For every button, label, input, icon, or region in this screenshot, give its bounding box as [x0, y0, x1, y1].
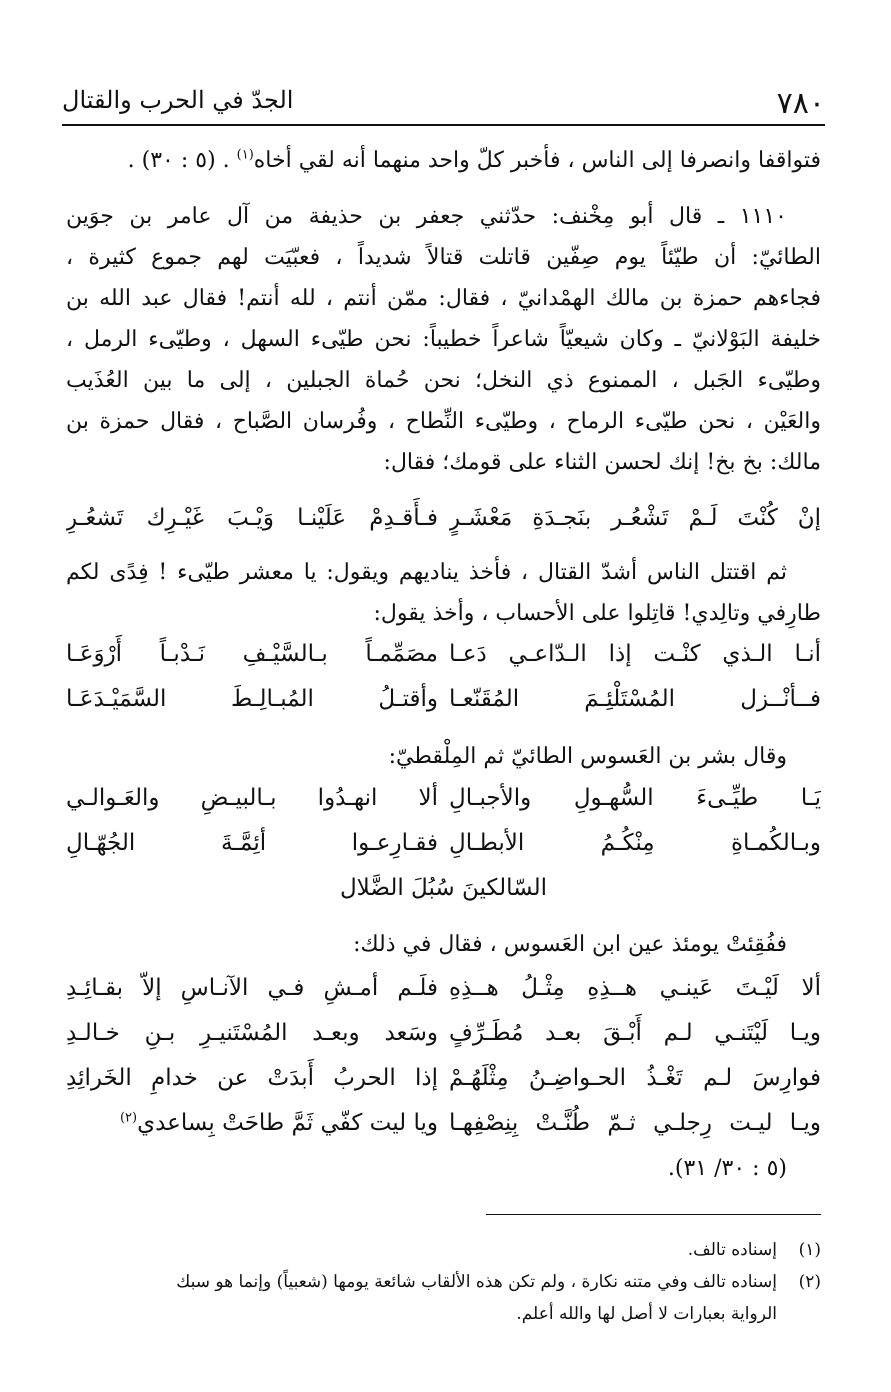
opening-line: [66, 140, 821, 181]
footnotes: [62, 1234, 821, 1330]
page-header: [62, 80, 825, 120]
verse-first-hemistich: إنْ كُنْتَ لَـمْ تَشْعُـر بنَجـدَةِ مَعْشَـرٍ: [449, 505, 821, 531]
verse-4: [66, 966, 821, 1146]
footnote-2-continued: الرواية بعبارات لا أصل لها والله أعلم.: [516, 1304, 777, 1324]
footnote-1: [62, 1234, 821, 1266]
footnote-number: (١): [798, 1240, 821, 1260]
verse-3: [66, 776, 821, 911]
verse-first-hemistich: وبـالكُمـاةِ مِنْكُـمُ الأبطـالِ: [449, 830, 821, 856]
verse-second-hemistich: فقـارِعـوا أئِمَّـةَ الجُهّـالِ: [66, 830, 438, 856]
narrative-line: وطيّىء الجَبل ، الممنوع ذي النخل؛ نحن حُماة الجبلين ، إلى ما بين العُذَيب: [66, 368, 821, 393]
footnote-text: إسناده تالف.: [687, 1240, 777, 1260]
verse-2: [66, 632, 821, 722]
verse-first-hemistich: فــأنْــزل المُسْتَلْئِـمَ المُقَنّعـا: [449, 686, 821, 712]
verse-second-hemistich: مصَمِّمـاً بـالسَّيْـفِ نَـدْبـاً أَرْوَعَـا: [66, 641, 438, 667]
verse-line: [66, 1011, 821, 1056]
narrative-line: خليفة البَوْلانيّ ـ وكان شيعيّاً شاعراً خطيباً: نحن طيّىء السهل ، وطيّىء الرمل ،: [66, 327, 821, 352]
verse-first-hemistich: ويـا لَيْتَنـي لـم أَبْـقَ بعـد مُطَـرِّفٍ: [449, 1020, 821, 1046]
footnote-ref-1[interactable]: (١): [236, 147, 254, 163]
footnote-2: [62, 1266, 821, 1298]
closing-citation-block: [66, 1148, 821, 1189]
closing-citation: (٥ : ٣٠/ ٣١).: [667, 1156, 787, 1181]
verse-line: [66, 966, 821, 1011]
opening-paragraph: [66, 140, 821, 181]
narrative-line: فجاءهم حمزة بن مالك الهمْدانيّ ، فقال: ممّن أنتم ، لله أنتم! فقال عبد الله بن: [66, 286, 821, 311]
verse-first-hemistich: يَـا طيِّـىءَ السُّهـولِ والأجبـالِ: [449, 785, 821, 811]
verse-tail: السّالكينَ سُبُلَ الضَّلال: [339, 875, 548, 901]
narrative-line: ١١١٠ ـ قال أبو مِخْنف: حدّثني جعفر بن حذيفة من آل عامر بن جوَين: [66, 204, 787, 229]
verse-line: [66, 677, 821, 722]
header-rule: [62, 124, 825, 126]
intro-line: ففُقِئتْ يومئذ عين ابن العَسوس ، فقال في ذلك:: [353, 932, 787, 957]
verse-line: [66, 632, 821, 677]
footnote-rule: [486, 1214, 821, 1215]
intro-line: وقال بشر بن العَسوس الطائيّ ثم المِلْقطيّ:: [388, 744, 787, 769]
verse-4-intro: [66, 924, 821, 965]
narrative-line: مالك: بخ بخ! إنك لحسن الثناء على قومك؛ فقال:: [383, 450, 821, 475]
narrative-line: والعَيْن ، نحن طيّىء الرماح ، وطيّىء النِّطاح ، وفُرسان الصَّباح ، فقال حمزة بن: [66, 409, 821, 434]
footnote-text: إسناده تالف وفي متنه نكارة ، ولم تكن هذه الألقاب شائعة يومها (شعبياً) وإنما هو سبك: [176, 1272, 777, 1292]
opening-text: فتواقفا وانصرفا إلى الناس ، فأخبر كلّ واحد منهما أنه لقي أخاه: [253, 148, 821, 173]
narrative-1110: [66, 196, 821, 483]
verse-second-hemistich: فلَـم أمـشِ فـي الآنـاسِ إلاّ بقـائِـدِ: [66, 975, 438, 1001]
verse-second-hemistich: فـأَقـدِمْ عَلَيْنـا وَيْـبَ غَيْـرِك تَشعُـرِ: [66, 505, 438, 531]
verse-second-hemistich: [66, 1101, 438, 1146]
verse-3-intro: [66, 736, 821, 777]
page-number: ٧٨٠: [776, 86, 825, 121]
verse-second-hemistich: ألا انهـدُوا بـالبيـضِ والعَـوالـي: [66, 785, 438, 811]
verse-first-hemistich: ألا لَيْـتَ عَينـي هــذِهِ مِثْـلُ هــذِهِ: [449, 975, 821, 1001]
verse-second-hemistich: وسَعد وبعـد المُسْتَنيـرِ بـنِ خـالـدِ: [66, 1020, 438, 1046]
battle-line: ثم اقتتل الناس أشدّ القتال ، فأخذ يناديهم ويقول: يا معشر طيّىء ! فِدًى لكم: [66, 560, 787, 585]
verse-line: [66, 821, 821, 866]
footnote-number: (٢): [798, 1272, 821, 1292]
opening-citation: . (٥ : ٣٠) .: [127, 148, 230, 173]
verse-line: [66, 1056, 821, 1101]
verse-first-hemistich: أنـا الـذي كنْـت إذا الـدّاعـي دَعـا: [449, 641, 821, 667]
verse-line: [66, 776, 821, 821]
verse-second-text: ويا ليت كفّي ثَمَّ طاحَتْ بِساعدي: [137, 1110, 438, 1136]
verse-second-hemistich: إذا الحربُ أَبدَتْ عن خدامِ الخَرائِدِ: [66, 1065, 438, 1091]
running-title: الجدّ في الحرب والقتال: [62, 86, 294, 114]
narrative-line: الطائيّ: أن طيّئاً يوم صِفّين قاتلت قتالاً شديداً ، فعبّيَت لهم جموع كثيرة ،: [66, 245, 821, 270]
verse-line: [66, 496, 821, 541]
footnote-ref-2[interactable]: (٢): [119, 1110, 138, 1126]
battle-line: طارِفي وتالِدي! قاتِلوا على الأحساب ، وأخذ يقول:: [373, 601, 821, 626]
verse-first-hemistich: فوارِسَ لـم تَغْـذُ الحـواضِـنُ مِثْلَهُـمْ: [449, 1065, 821, 1091]
battle-paragraph: [66, 552, 821, 634]
verse-first-hemistich: ويـا ليـت رِجلـي ثـمّ طُنَّـتْ بِنِصْفِهـا: [449, 1110, 821, 1136]
verse-1: [66, 496, 821, 541]
verse-second-hemistich: وأقتـلُ المُبـالِـطَ السَّمَيْـدَعَـا: [66, 686, 438, 712]
verse-line: [66, 1101, 821, 1146]
